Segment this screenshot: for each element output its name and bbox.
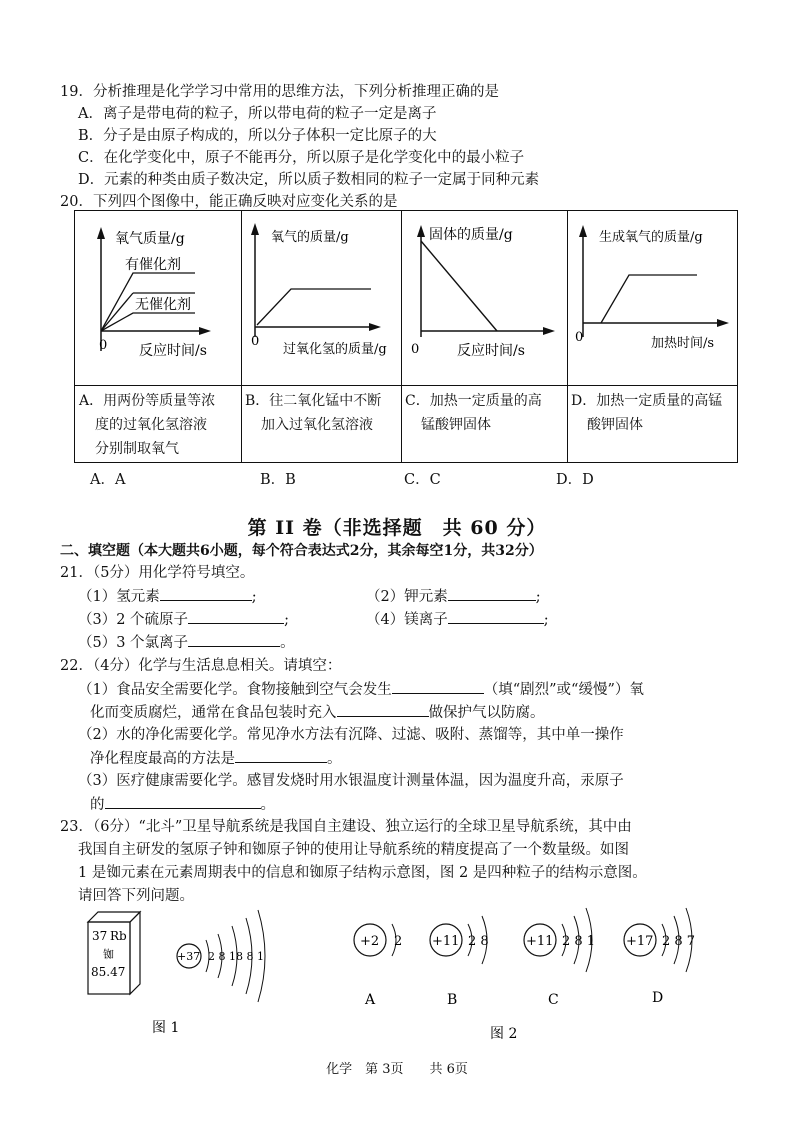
rb-element-cube	[88, 912, 140, 994]
q22-line-3: （2）水的净化需要化学。常见净水方法有沉降、过滤、吸附、蒸馏等，其中单一操作	[78, 727, 624, 743]
graph-b-origin: 0	[251, 334, 260, 349]
graph-a	[75, 211, 241, 385]
graph-c-desc: C．加热一定质量的高 锰酸钾固体	[405, 393, 542, 433]
figure-2-caption: 图 2	[490, 1026, 518, 1042]
graph-a-desc: A．用两份等质量等浓 度的过氧化氢溶液 分别制取氧气	[79, 393, 216, 457]
graph-a-ylabel: 氧气质量/g	[115, 231, 185, 247]
q23-line-1: 23．（6分）“北斗”卫星导航系统是我国自主建设、独立运行的全球卫星导航系统，其中由	[60, 819, 632, 835]
particle-d	[624, 908, 695, 1006]
graph-d-origin: 0	[575, 330, 584, 345]
graph-b-desc: B．往二氧化锰中不断 加入过氧化氢溶液	[245, 393, 382, 433]
graph-b-xlabel: 过氧化氢的质量/g	[283, 342, 387, 357]
q22-line-2: 化而变质腐烂，通常在食品包装时充入 做保护气以防腐。	[90, 702, 545, 723]
graph-b-ylabel: 氧气的质量/g	[271, 230, 349, 245]
q23-line-4: 请回答下列问题。	[78, 888, 194, 904]
q22-line-5: （3）医疗健康需要化学。感冒发烧时用水银温度计测量体温，因为温度升高，汞原子	[78, 773, 624, 789]
q23-line-3: 1 是铷元素在元素周期表中的信息和铷原子结构示意图，图 2 是四种粒子的结构示意图。	[78, 865, 647, 881]
rb-atomic-number: 37	[92, 929, 108, 943]
graph-a-origin: 0	[99, 338, 108, 353]
particle-c-label: C	[548, 992, 559, 1008]
particle-b-label: B	[447, 992, 458, 1008]
graph-d	[567, 211, 739, 385]
graph-a-xlabel: 反应时间/s	[139, 343, 207, 359]
q19-option-a: A．离子是带电荷的粒子，所以带电荷的粒子一定是离子	[78, 106, 437, 122]
q20-answer-a: A．A	[90, 472, 126, 488]
rb-atom-diagram	[177, 910, 265, 1002]
figure-1-caption: 图 1	[152, 1020, 180, 1036]
q21-stem: 21．（5分）用化学符号填空。	[60, 565, 255, 581]
q23-figures	[0, 900, 794, 1050]
q22-stem: 22．（4分）化学与生活息息相关。请填空：	[60, 658, 342, 674]
svg-text:2 8 7: 2 8 7	[662, 934, 696, 949]
particle-c	[524, 908, 595, 1008]
q21-item-3: （3）2 个硫原子 ;	[78, 609, 289, 630]
rb-symbol: Rb	[110, 929, 127, 943]
graph-c	[401, 211, 567, 385]
graph-a-curve2: 无催化剂	[135, 297, 191, 313]
q19-option-c: C．在化学变化中，原子不能再分，所以原子是化学变化中的最小粒子	[78, 150, 525, 166]
q19-stem: 19．分析推理是化学学习中常用的思维方法，下列分析推理正确的是	[60, 84, 499, 100]
q21-item-2: （2）钾元素 ;	[366, 586, 541, 607]
page-footer: 化学 第 3页 共 6页	[326, 1062, 468, 1077]
q20-stem: 20．下列四个图像中，能正确反映对应变化关系的是	[60, 194, 398, 210]
q19-option-d: D．元素的种类由质子数决定，所以质子数相同的粒子一定属于同种元素	[78, 172, 540, 188]
svg-text:+2: +2	[360, 934, 380, 949]
rb-mass: 85.47	[91, 965, 126, 979]
q20-graph-table	[74, 210, 738, 463]
q22-line-6: 的 。	[90, 794, 275, 815]
part2-title: 第 II 卷（非选择题 共 60 分）	[247, 517, 547, 539]
q20-answer-d: D．D	[556, 472, 594, 488]
graph-a-curve1: 有催化剂	[125, 257, 181, 273]
q22-line-4: 净化程度最高的方法是 。	[90, 748, 342, 769]
svg-text:2 8: 2 8	[468, 934, 489, 949]
graph-c-origin: 0	[411, 342, 420, 357]
svg-text:+17: +17	[626, 934, 654, 949]
rb-shells: 2 8 18 8 1	[208, 950, 264, 963]
q20-answer-b: B．B	[260, 472, 296, 488]
graph-b	[241, 211, 401, 385]
particle-b	[430, 916, 489, 1008]
svg-text:2: 2	[394, 934, 403, 949]
q21-item-4: （4）镁离子 ;	[366, 609, 549, 630]
q21-item-1: （1）氢元素 ;	[78, 586, 257, 607]
graph-c-xlabel: 反应时间/s	[457, 343, 525, 359]
q20-answer-c: C．C	[404, 472, 441, 488]
particle-a	[354, 924, 402, 1008]
q19-option-b: B．分子是由原子构成的，所以分子体积一定比原子的大	[78, 128, 437, 144]
rb-nucleus: +37	[177, 950, 201, 963]
graph-d-desc: D．加热一定质量的高锰 酸钾固体	[571, 393, 723, 433]
graph-c-ylabel: 固体的质量/g	[429, 227, 513, 243]
q22-line-1: （1）食品安全需要化学。食物接触到空气会发生 （填“剧烈”或“缓慢”）氧	[78, 679, 644, 700]
graph-d-xlabel: 加热时间/s	[651, 336, 715, 351]
rb-name: 铷	[103, 948, 114, 961]
svg-text:+11: +11	[526, 934, 554, 949]
particle-a-label: A	[365, 992, 376, 1008]
q23-line-2: 我国自主研发的氢原子钟和铷原子钟的使用让导航系统的精度提高了一个数量级。如图	[78, 842, 629, 858]
svg-text:+11: +11	[432, 934, 460, 949]
particle-d-label: D	[652, 990, 664, 1006]
graph-d-ylabel: 生成氧气的质量/g	[599, 230, 703, 245]
section-2-heading: 二、填空题（本大题共6小题，每个符合表达式2分，其余每空1分，共32分）	[60, 543, 543, 559]
svg-text:2 8 1: 2 8 1	[562, 934, 596, 949]
q21-item-5: （5）3 个氯离子 。	[78, 632, 295, 653]
